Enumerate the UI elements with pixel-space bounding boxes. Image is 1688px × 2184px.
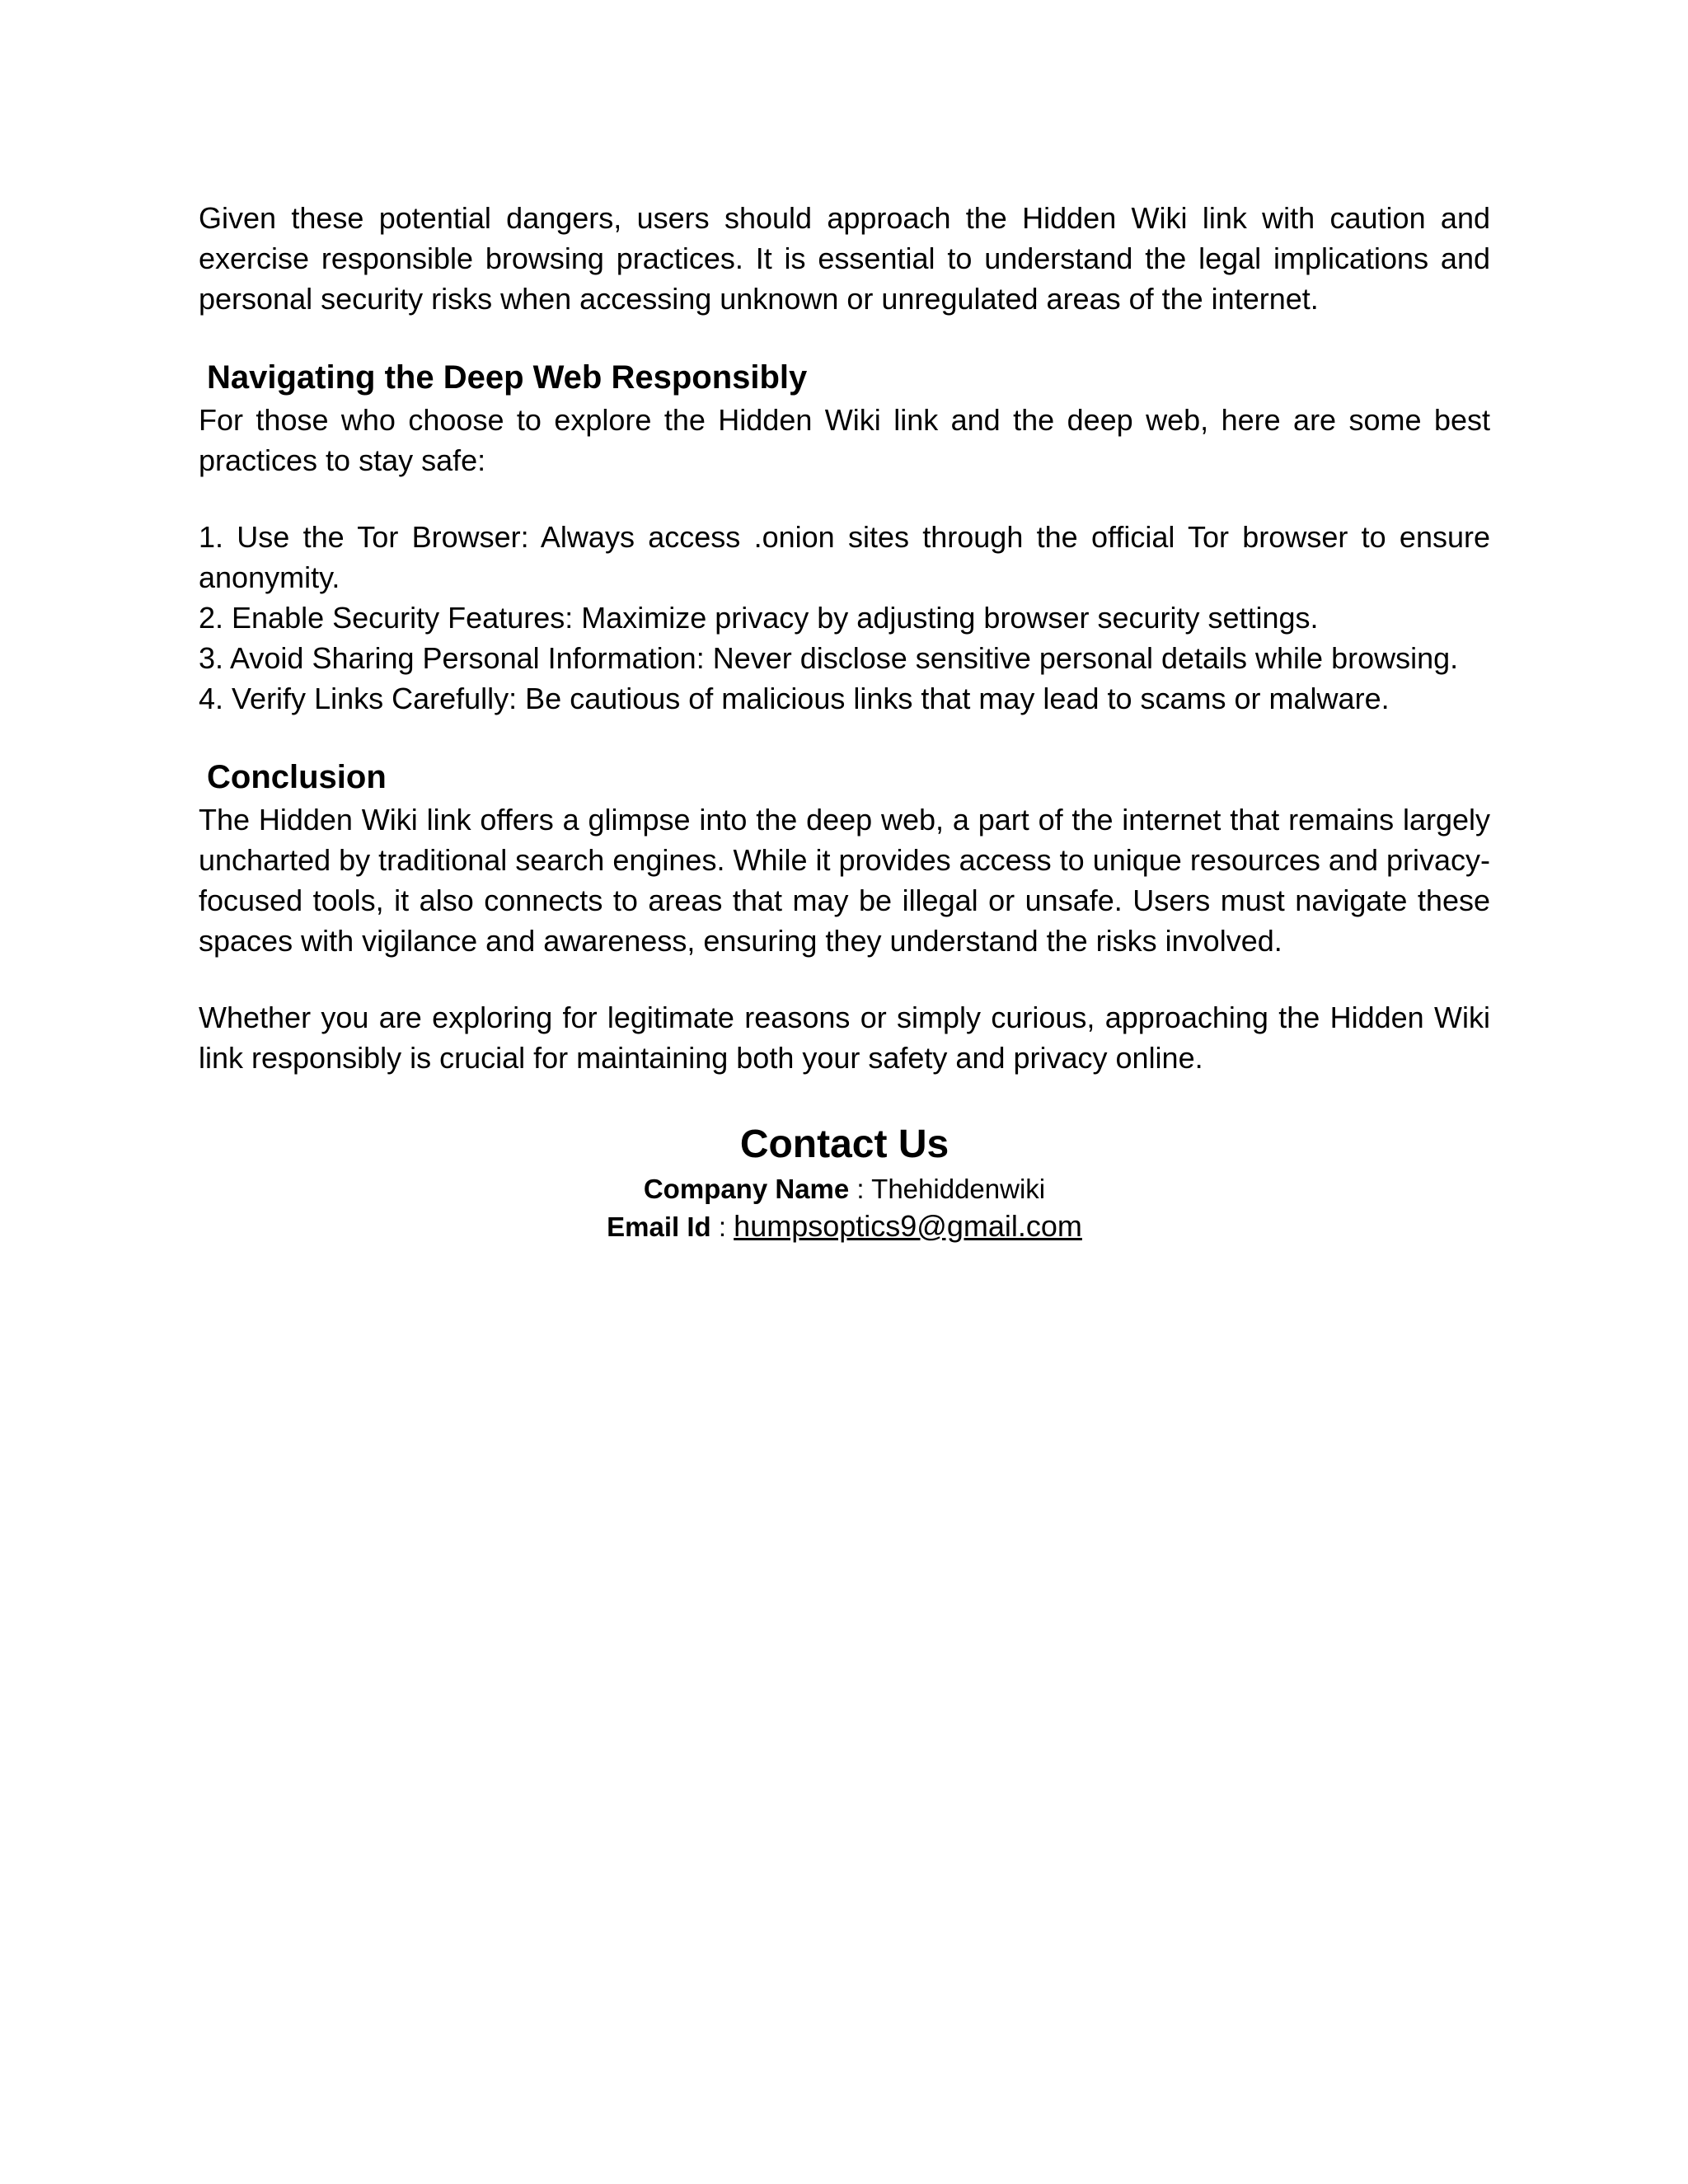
separator: : xyxy=(849,1174,872,1204)
navigating-intro: For those who choose to explore the Hidden Wiki link and the deep web, here are some best practices to stay safe: xyxy=(199,403,1490,477)
intro-paragraph: Given these potential dangers, users should approach the Hidden Wiki link with caution and exercise responsible browsing practices. It is essential to understand the legal implications and personal security risks when accessing unknown or unregulated areas of the internet. xyxy=(199,201,1490,316)
company-value: Thehiddenwiki xyxy=(871,1174,1046,1204)
navigating-heading: Navigating the Deep Web Responsibly xyxy=(207,359,808,396)
email-line xyxy=(199,1207,1490,1245)
spacer xyxy=(199,961,1490,997)
list-item: 3. Avoid Sharing Personal Information: Never disclose sensitive personal details while browsing. xyxy=(199,641,1459,675)
best-practices-list xyxy=(199,517,1490,719)
conclusion-paragraph-1: The Hidden Wiki link offers a glimpse into the deep web, a part of the internet that remains largely uncharted by traditional search engines. While it provides access to unique resources and privacy-focused tools, it also connects to areas that may be illegal or unsafe. Users must navigate these spaces with vigilance and awareness, ensuring they understand the risks involved. xyxy=(199,803,1490,958)
company-line xyxy=(199,1170,1490,1207)
conclusion-heading: Conclusion xyxy=(207,759,387,795)
email-label: Email Id xyxy=(607,1212,711,1242)
conclusion-paragraph-2: Whether you are exploring for legitimate reasons or simply curious, approaching the Hidden Wiki link responsibly is crucial for maintaining both your safety and privacy online. xyxy=(199,1001,1490,1075)
document-page xyxy=(199,198,1490,1245)
list-item: 2. Enable Security Features: Maximize privacy by adjusting browser security settings. xyxy=(199,601,1319,635)
contact-section xyxy=(199,1119,1490,1245)
email-link[interactable]: humpsoptics9@gmail.com xyxy=(734,1209,1082,1243)
spacer xyxy=(199,480,1490,517)
spacer xyxy=(199,719,1490,755)
contact-title: Contact Us xyxy=(739,1122,950,1166)
list-item: 4. Verify Links Carefully: Be cautious of malicious links that may lead to scams or malware. xyxy=(199,682,1390,715)
spacer xyxy=(199,319,1490,355)
list-item: 1. Use the Tor Browser: Always access .onion sites through the official Tor browser to ensure anonymity. xyxy=(199,520,1490,594)
company-label: Company Name xyxy=(643,1174,850,1204)
separator: : xyxy=(710,1212,734,1242)
